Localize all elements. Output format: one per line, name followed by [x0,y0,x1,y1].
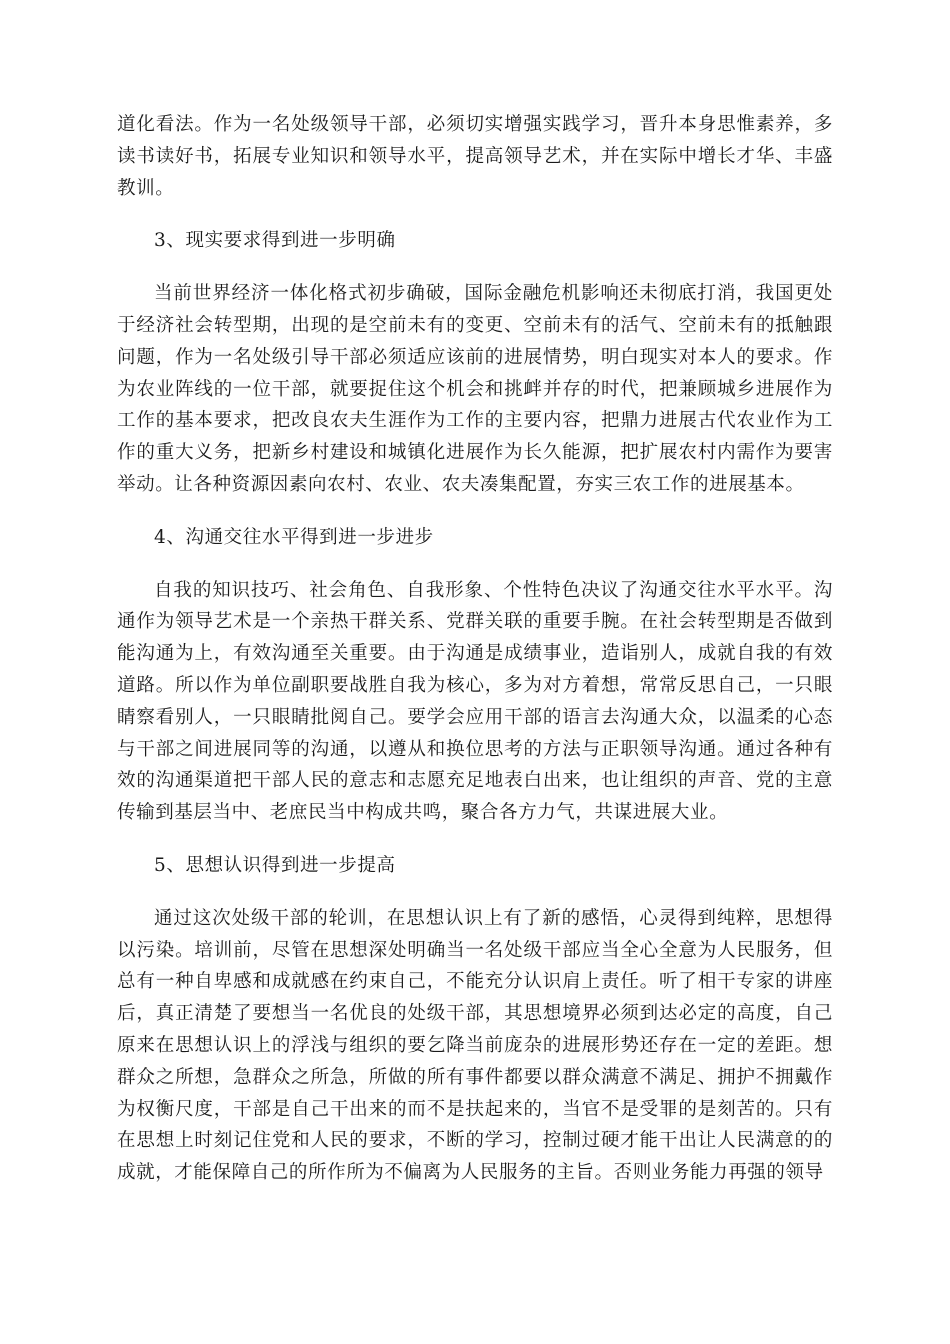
section-heading-3: 3、现实要求得到进一步明确 [154,230,396,252]
paragraph-continued: 道化看法。作为一名处级领导干部，必须切实增强实践学习，晋升本身思惟素养，多读书读好书，拓展专业知识和领导水平，提高领导艺术，并在实际中增长才华、丰盛教训。 [117,114,833,199]
section-heading-4: 4、沟通交往水平得到进一步进步 [154,526,434,548]
paragraph-section-5: 通过这次处级干部的轮训，在思想认识上有了新的感悟，心灵得到纯粹，思想得以污染。培训前，尽管在思想深处明确当一名处级干部应当全心全意为人民服务，但总有一种自卑感和成就感在约束自己，不能充分认识肩上责任。听了相干专家的讲座后，真正清楚了要想当一名优良的处级干部，其思想境界必须到达必定的高度，自己原来在思想认识上的浮浅与组织的要乞降当前庞杂的进展形势还存在一定的差距。想群众之所想，急群众之所急，所做的所有事件都要以群众满意不满足、拥护不拥戴作为权衡尺度，干部是自己干出来的而不是扶起来的，当官不是受罪的是刻苦的。只有在思想上时刻记住党和人民的要求，不断的学习，控制过硬才能干出让人民满意的的成就，才能保障自己的所作所为不偏离为人民服务的主旨。否则业务能力再强的领导 [117,907,833,1184]
section-heading-5: 5、思想认识得到进一步提高 [154,854,396,876]
paragraph-section-4: 自我的知识技巧、社会角色、自我形象、个性特色决议了沟通交往水平水平。沟通作为领导艺术是一个亲热干群关系、党群关联的重要手腕。在社会转型期是否做到能沟通为上，有效沟通至关重要。由于沟通是成绩事业，造诣别人，成就自我的有效道路。所以作为单位副职要战胜自我为核心，多为对方着想，常常反思自己，一只眼睛察看别人，一只眼睛批阅自己。要学会应用干部的语言去沟通大众，以温柔的心态与干部之间进展同等的沟通，以遵从和换位思考的方法与正职领导沟通。通过各种有效的沟通渠道把干部人民的意志和志愿充足地表白出来，也让组织的声音、党的主意传输到基层当中、老庶民当中构成共鸣，聚合各方力气，共谋进展大业。 [117,579,833,824]
document-page [117,109,833,1189]
paragraph-section-3: 当前世界经济一体化格式初步确破，国际金融危机影响还未彻底打消，我国更处于经济社会转型期，出现的是空前未有的变更、空前未有的活气、空前未有的抵触跟问题，作为一名处级引导干部必须适应该前的进展情势，明白现实对本人的要求。作为农业阵线的一位干部，就要捉住这个机会和挑衅并存的时代，把兼顾城乡进展作为工作的基本要求，把改良农夫生涯作为工作的主要内容，把鼎力进展古代农业作为工作的重大义务，把新乡村建设和城镇化进展作为长久能源，把扩展农村内需作为要害举动。让各种资源因素向农村、农业、农夫凑集配置，夯实三农工作的进展基本。 [117,283,833,495]
